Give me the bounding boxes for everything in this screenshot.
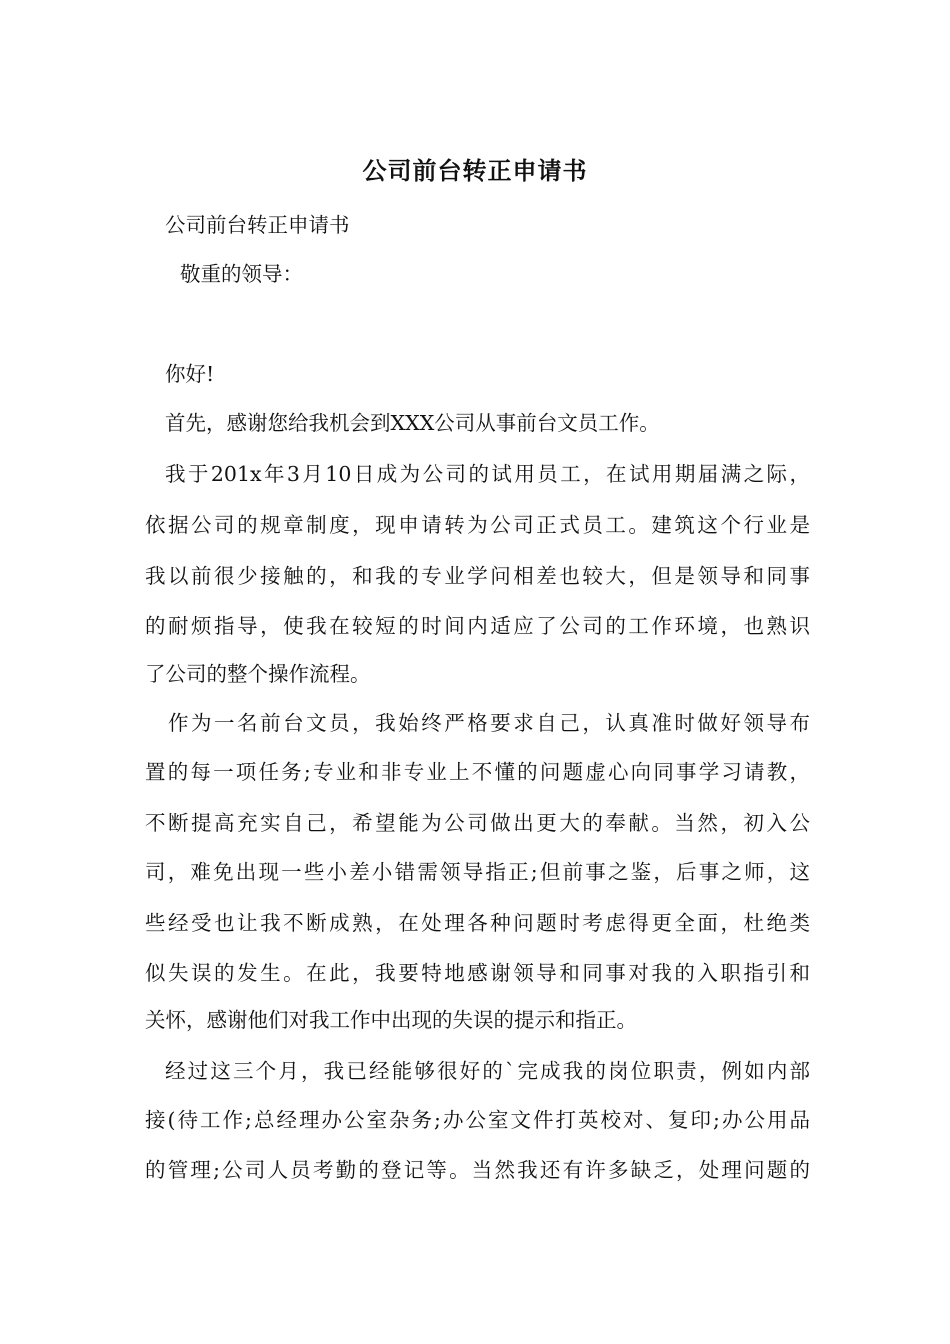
- paragraph-line: 置的每一项任务;专业和非专业上不懂的问题虚心向同事学习请教，: [145, 760, 810, 784]
- document-subtitle: 公司前台转正申请书: [165, 213, 350, 237]
- paragraph-line: 首先，感谢您给我机会到XXX公司从事前台文员工作。: [165, 411, 660, 435]
- paragraph-line: 的耐烦指导，使我在较短的时间内适应了公司的工作环境，也熟识: [145, 614, 810, 638]
- paragraph-line: 关怀，感谢他们对我工作中出现的失误的提示和指正。: [145, 1008, 637, 1032]
- paragraph-line: 经过这三个月，我已经能够很好的`完成我的岗位职责，例如内部: [165, 1059, 810, 1083]
- paragraph-line: 的管理;公司人员考勤的登记等。当然我还有许多缺乏，处理问题的: [145, 1158, 810, 1182]
- salutation: 敬重的领导：: [180, 262, 303, 286]
- document-title: 公司前台转正申请书: [362, 156, 588, 185]
- greeting: 你好!: [165, 362, 215, 386]
- paragraph-line: 我以前很少接触的，和我的专业学问相差也较大，但是领导和同事: [145, 564, 810, 588]
- paragraph-line: 司，难免出现一些小差小错需领导指正;但前事之鉴，后事之师，这: [145, 860, 810, 884]
- paragraph-line: 接(待工作;总经理办公室杂务;办公室文件打英校对、复印;办公用品: [145, 1108, 810, 1132]
- paragraph-line: 我于201x年3月10日成为公司的试用员工，在试用期届满之际，: [165, 462, 810, 486]
- paragraph-line: 些经受也让我不断成熟，在处理各种问题时考虑得更全面，杜绝类: [145, 911, 810, 935]
- paragraph-line: 似失误的发生。在此，我要特地感谢领导和同事对我的入职指引和: [145, 961, 810, 985]
- paragraph-line: 了公司的整个操作流程。: [145, 662, 371, 686]
- paragraph-line: 依据公司的规章制度，现申请转为公司正式员工。建筑这个行业是: [145, 513, 810, 537]
- paragraph-line: 不断提高充实自己，希望能为公司做出更大的奉献。当然，初入公: [145, 811, 810, 835]
- paragraph-line: 作为一名前台文员，我始终严格要求自己，认真准时做好领导布: [168, 711, 810, 735]
